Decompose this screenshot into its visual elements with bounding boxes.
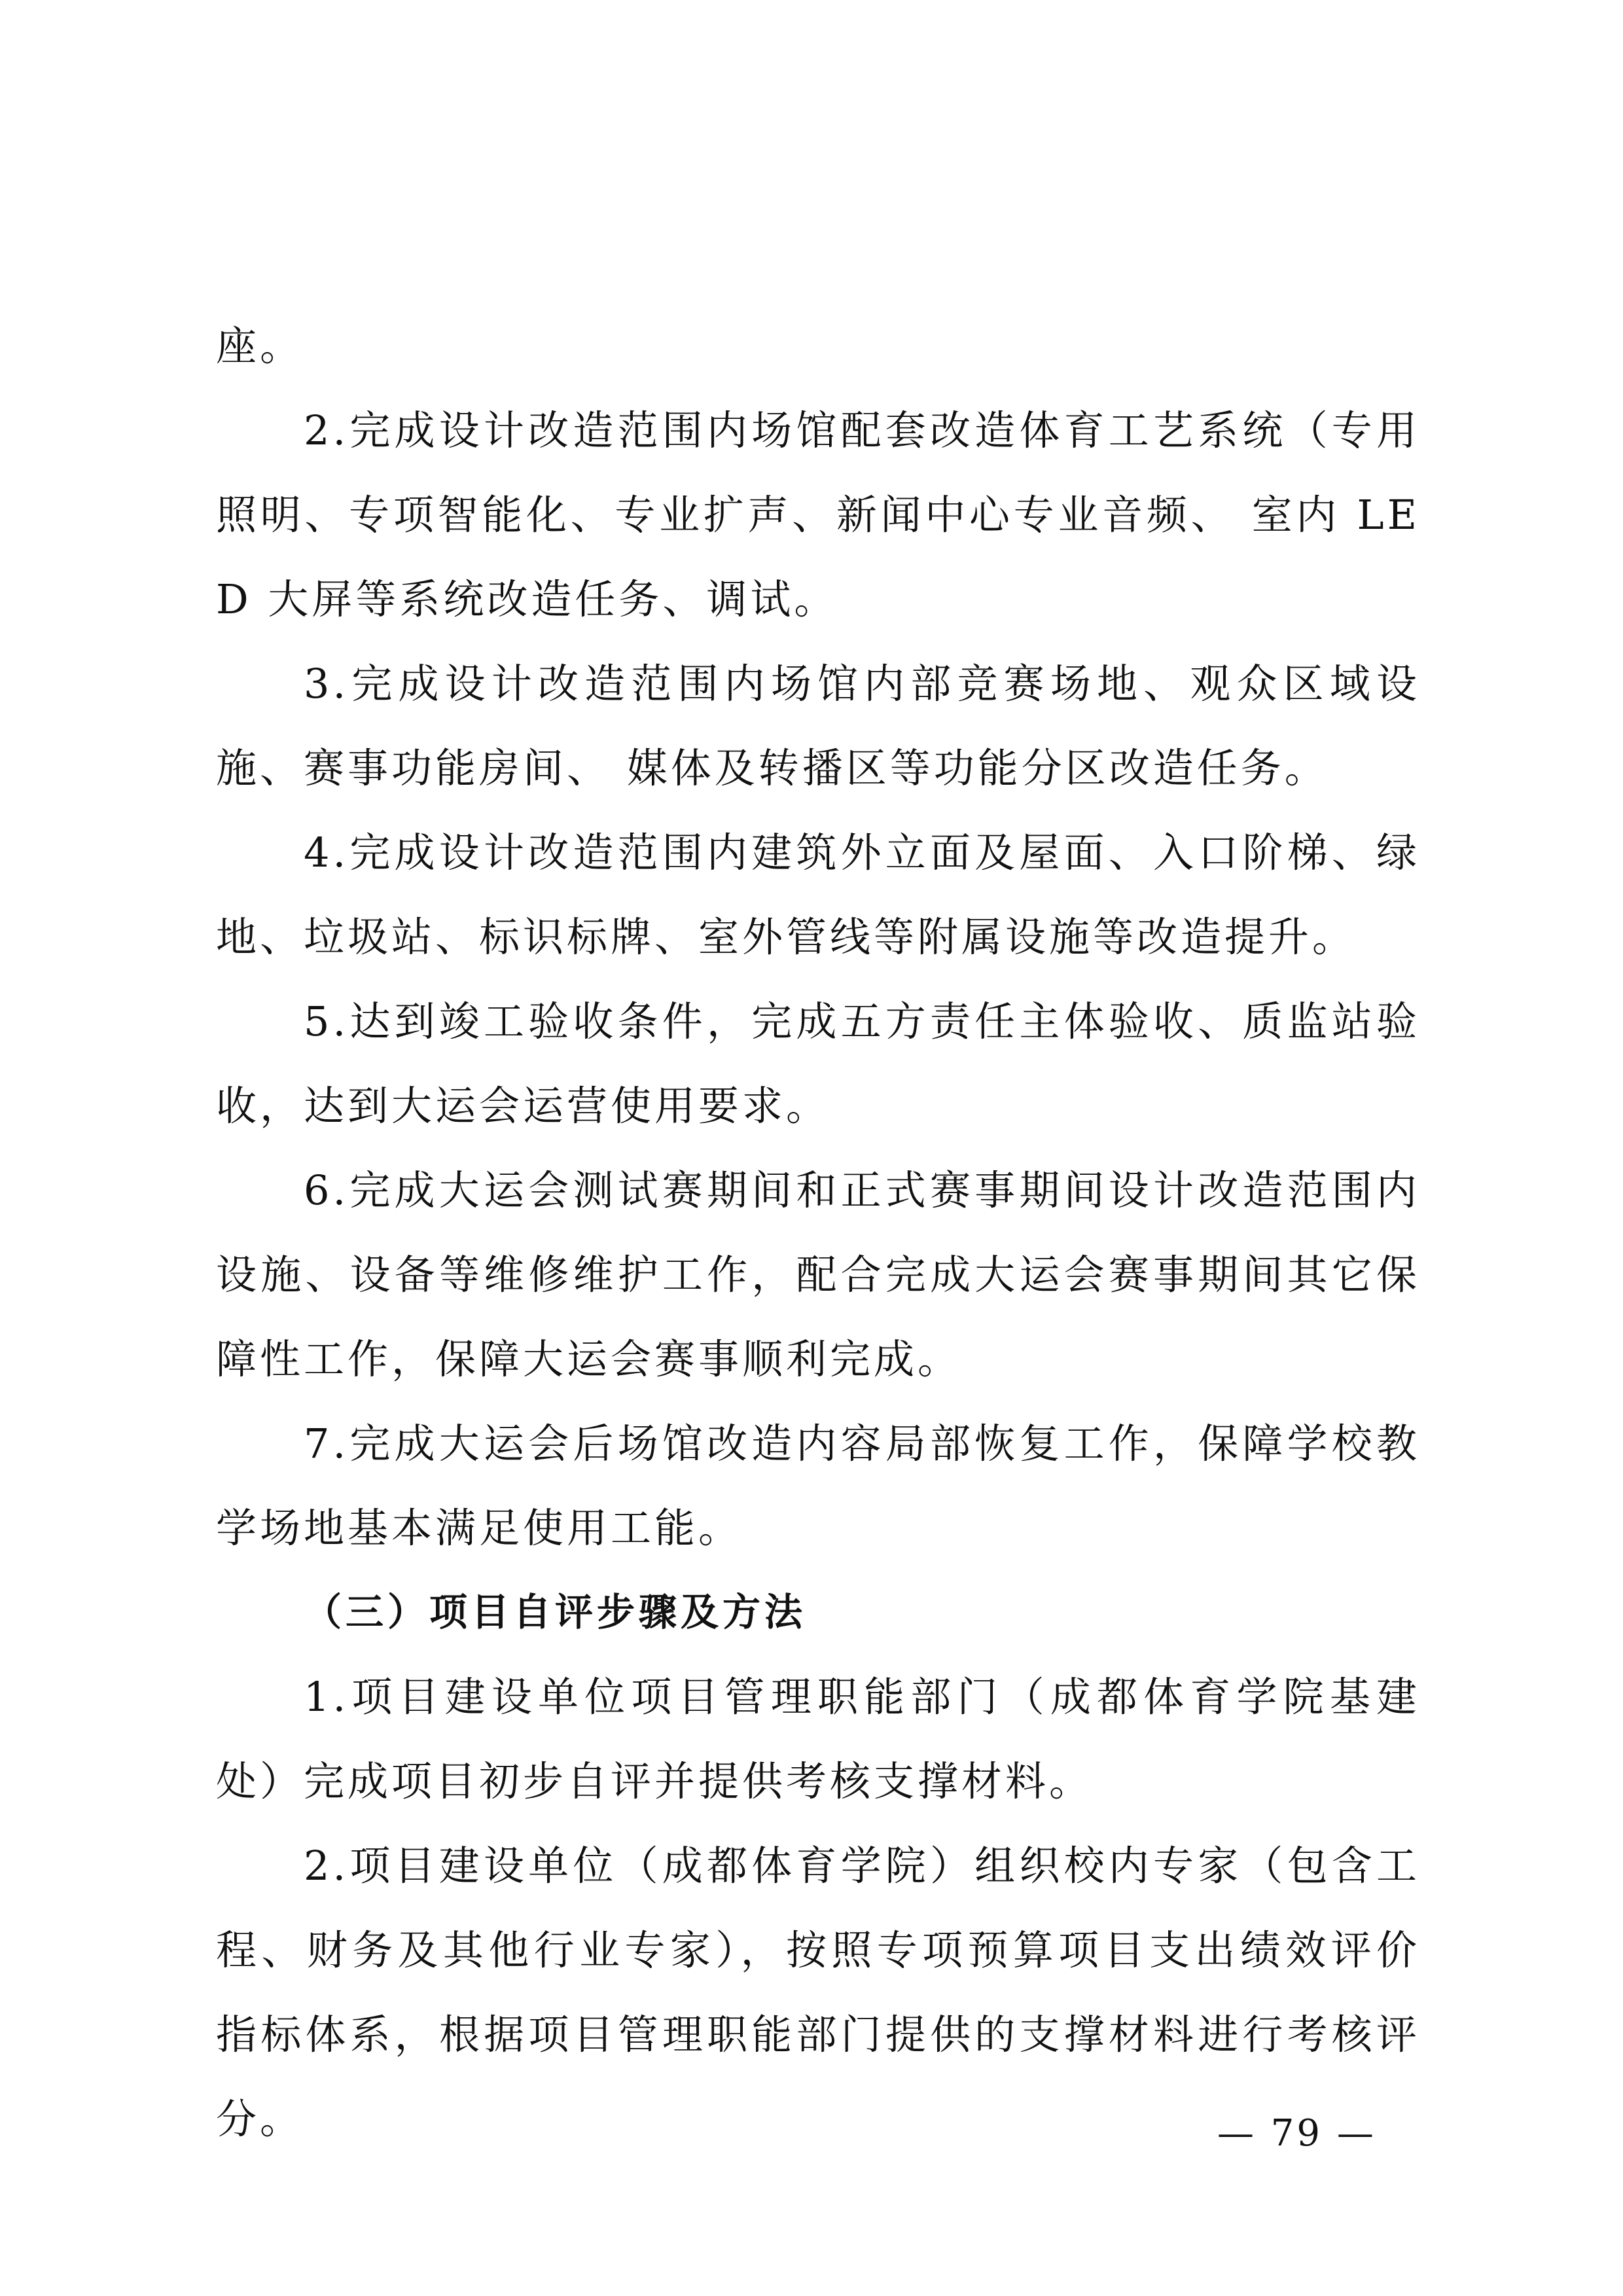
paragraph-item-7: 7.完成大运会后场馆改造内容局部恢复工作，保障学校教学场地基本满足使用工能。 <box>216 1420 1420 1552</box>
section-heading: （三）项目自评步骤及方法 <box>304 1590 807 1634</box>
paragraph-item-4: 4.完成设计改造范围内建筑外立面及屋面、入口阶梯、绿地、垃圾站、标识标牌、室外管线等附属设施等改造提升。 <box>216 829 1420 961</box>
paragraph-item-3: 3.完成设计改造范围内场馆内部竞赛场地、观众区域设施、赛事功能房间、 媒体及转播区等功能分区改造任务。 <box>216 660 1420 792</box>
paragraph-continuation: 座。 <box>216 322 304 370</box>
paragraph-item-2: 2.完成设计改造范围内场馆配套改造体育工艺系统（专用照明、专项智能化、专业扩声、新闻中心专业音频、 室内 LED 大屏等系统改造任务、调试。 <box>216 406 1420 623</box>
paragraph-item-5: 5.达到竣工验收条件，完成五方责任主体验收、质监站验收，达到大运会运营使用要求。 <box>216 997 1420 1130</box>
paragraph-item-6: 6.完成大运会测试赛期间和正式赛事期间设计改造范围内设施、设备等维修维护工作，配合完成大运会赛事期间其它保障性工作，保障大运会赛事顺利完成。 <box>216 1166 1420 1383</box>
document-body <box>216 304 1420 2161</box>
section-paragraph-2: 2.项目建设单位（成都体育学院）组织校内专家（包含工程、财务及其他行业专家），按照专项预算项目支出绩效评价指标体系，根据项目管理职能部门提供的支撑材料进行考核评分。 <box>216 1842 1420 2143</box>
page-number: — 79 — <box>1217 2112 1376 2155</box>
section-paragraph-1: 1.项目建设单位项目管理职能部门（成都体育学院基建处）完成项目初步自评并提供考核支撑材料。 <box>216 1673 1420 1805</box>
